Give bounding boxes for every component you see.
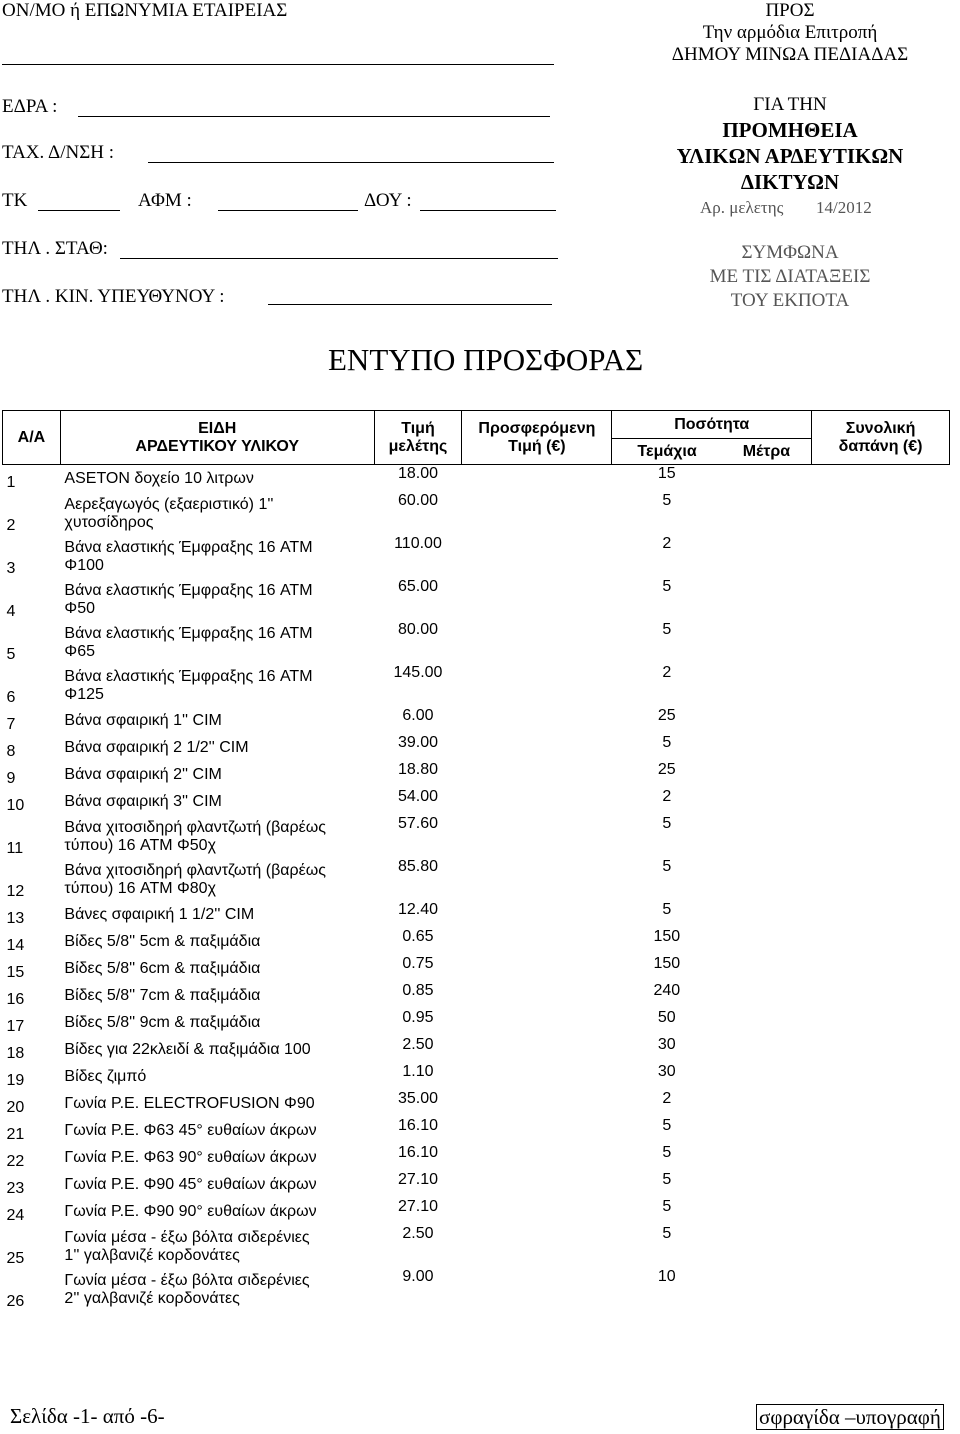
row-meters	[722, 465, 812, 493]
row-number: 16	[6, 991, 25, 1008]
row-description: Βάνα σφαιρική 1'' CIM	[64, 711, 222, 729]
row-meters	[722, 815, 812, 858]
row-description: Βίδες για 22κλειδί & παξιμάδια 100	[64, 1040, 311, 1058]
row-description: Βάνα ελαστικής Έμφραξης 16 ATM Φ65	[64, 624, 313, 660]
row-offered-price[interactable]	[462, 1144, 612, 1171]
row-study-price: 65.00	[397, 578, 438, 595]
row-meters	[722, 492, 812, 535]
row-total[interactable]	[812, 664, 950, 707]
row-offered-price[interactable]	[462, 761, 612, 788]
row-offered-price[interactable]	[462, 858, 612, 901]
col-header-total: Συνολική δαπάνη (€)	[812, 411, 950, 465]
col-header-meters: Μέτρα	[722, 439, 812, 465]
row-meters	[722, 955, 812, 982]
address-label: ΤΑΧ. Δ/ΝΣΗ :	[2, 142, 115, 163]
table-row	[3, 1090, 950, 1117]
company-label: ΟΝ/ΜΟ ή ΕΠΩΝΥΜΙΑ ΕΤΑΙΡΕΙΑΣ	[2, 0, 288, 21]
row-study-price: 16.10	[397, 1117, 438, 1134]
row-pieces: 5	[662, 492, 672, 509]
table-row	[3, 734, 950, 761]
row-description: Βίδες 5/8'' 9cm & παξιμάδια	[64, 1013, 261, 1031]
row-pieces: 5	[662, 621, 672, 638]
according-line-2: ΜΕ ΤΙΣ ΔΙΑΤΑΞΕΙΣ	[709, 266, 871, 287]
row-number: 6	[6, 689, 16, 706]
according-line-3: ΤΟΥ ΕΚΠΟΤΑ	[730, 290, 850, 311]
row-offered-price[interactable]	[462, 1117, 612, 1144]
row-meters	[722, 1009, 812, 1036]
row-offered-price[interactable]	[462, 664, 612, 707]
row-pieces: 2	[662, 1090, 672, 1107]
row-number: 21	[6, 1126, 25, 1143]
row-number: 13	[6, 910, 25, 927]
row-meters	[722, 1144, 812, 1171]
row-description: Βάνα σφαιρική 2'' CIM	[64, 765, 222, 783]
row-total[interactable]	[812, 788, 950, 815]
row-meters	[722, 982, 812, 1009]
signature-box: σφραγίδα –υπογραφή	[756, 1404, 944, 1430]
page-title: ΕΝΤΥΠΟ ΠΡΟΣΦΟΡΑΣ	[328, 342, 644, 377]
row-description: Γωνία P.E. Φ90 45° ευθαίων άκρων	[64, 1175, 317, 1193]
row-description: Γωνία P.E. Φ63 90° ευθαίων άκρων	[64, 1148, 317, 1166]
subject-line-3: ΔΙΚΤΥΩΝ	[740, 170, 840, 194]
row-description: Βάνα χιτοσιδηρή φλαντζωτή (βαρέως τύπου) 16 ATM Φ80χ	[64, 861, 326, 897]
row-meters	[722, 734, 812, 761]
row-offered-price[interactable]	[462, 707, 612, 734]
row-study-price: 16.10	[397, 1144, 438, 1161]
zip-label: ΤΚ	[2, 190, 28, 211]
row-description: Βάνα σφαιρική 2 1/2'' CIM	[64, 738, 249, 756]
col-header-description: ΕΙΔΗ ΑΡΔΕΥΤΙΚΟΥ ΥΛΙΚΟΥ	[60, 411, 374, 465]
row-description: Γωνία P.E. ELECTROFUSION Φ90	[64, 1094, 315, 1112]
row-offered-price[interactable]	[462, 901, 612, 928]
row-offered-price[interactable]	[462, 734, 612, 761]
row-description: Βίδες 5/8'' 5cm & παξιμάδια	[64, 932, 261, 950]
row-number: 20	[6, 1099, 25, 1116]
row-study-price: 60.00	[397, 492, 438, 509]
row-total[interactable]	[812, 955, 950, 982]
row-total[interactable]	[812, 621, 950, 664]
row-meters	[722, 664, 812, 707]
row-pieces: 5	[662, 1117, 672, 1134]
row-total[interactable]	[812, 578, 950, 621]
offer-table	[2, 410, 950, 1311]
row-total[interactable]	[812, 465, 950, 493]
row-description: Γωνία μέσα - έξω βόλτα σιδερένιες 2'' γαλβανιζέ κορδονάτες	[64, 1271, 310, 1307]
row-description: Βάνα ελαστικής Έμφραξης 16 ATM Φ50	[64, 581, 313, 617]
row-meters	[722, 858, 812, 901]
row-meters	[722, 621, 812, 664]
row-number: 5	[6, 646, 16, 663]
table-row	[3, 1036, 950, 1063]
study-number: 14/2012	[816, 198, 872, 217]
row-meters	[722, 707, 812, 734]
table-row	[3, 621, 950, 664]
table-row	[3, 578, 950, 621]
row-study-price: 80.00	[397, 621, 438, 638]
row-offered-price[interactable]	[462, 1063, 612, 1090]
zip-field[interactable]	[38, 210, 120, 211]
table-row	[3, 982, 950, 1009]
row-number: 22	[6, 1153, 25, 1170]
row-pieces: 5	[662, 858, 672, 875]
row-study-price: 18.80	[397, 761, 438, 778]
tax-office-label: ΔΟΥ :	[364, 190, 412, 211]
col-header-quantity: Ποσότητα	[612, 411, 812, 439]
row-total[interactable]	[812, 928, 950, 955]
table-row	[3, 465, 950, 493]
row-pieces: 240	[653, 982, 681, 999]
study-label: Αρ. μελετης	[700, 198, 784, 217]
row-study-price: 145.00	[393, 664, 443, 681]
row-offered-price[interactable]	[462, 1090, 612, 1117]
table-row	[3, 535, 950, 578]
row-study-price: 18.00	[397, 465, 438, 482]
row-number: 26	[6, 1293, 25, 1310]
row-study-price: 2.50	[402, 1225, 434, 1242]
row-study-price: 0.65	[402, 928, 434, 945]
row-offered-price[interactable]	[462, 955, 612, 982]
row-total[interactable]	[812, 1036, 950, 1063]
row-pieces: 5	[662, 1144, 672, 1161]
seat-field[interactable]	[78, 116, 550, 117]
table-row	[3, 1144, 950, 1171]
row-total[interactable]	[812, 901, 950, 928]
row-meters	[722, 1268, 812, 1311]
row-description: Βάνες σφαιρική 1 1/2'' CIM	[64, 905, 255, 923]
row-total[interactable]	[812, 858, 950, 901]
recipient-to: ΠΡΟΣ	[765, 0, 815, 21]
phone-field[interactable]	[120, 258, 558, 259]
row-meters	[722, 901, 812, 928]
table-row	[3, 815, 950, 858]
table-row	[3, 1063, 950, 1090]
row-pieces: 150	[653, 928, 681, 945]
vat-label: ΑΦΜ :	[138, 190, 192, 211]
recipient-municipality: ΔΗΜΟΥ ΜΙΝΩΑ ΠΕΔΙΑΔΑΣ	[671, 44, 909, 65]
table-row	[3, 1117, 950, 1144]
row-description: Βίδες 5/8'' 7cm & παξιμάδια	[64, 986, 261, 1004]
row-study-price: 110.00	[394, 535, 442, 552]
row-meters	[722, 788, 812, 815]
row-description: Βάνα ελαστικής Έμφραξης 16 ATM Φ125	[64, 667, 313, 703]
row-offered-price[interactable]	[462, 815, 612, 858]
row-description: ASETON δοχείο 10 λιτρων	[64, 469, 254, 487]
row-study-price: 27.10	[397, 1198, 438, 1215]
row-pieces: 5	[662, 901, 672, 918]
row-number: 25	[6, 1250, 25, 1267]
row-total[interactable]	[812, 1225, 950, 1268]
page-number: Σελίδα -1- από -6-	[10, 1404, 165, 1428]
address-field[interactable]	[148, 162, 554, 163]
row-number: 15	[6, 964, 25, 981]
col-header-pieces: Τεμάχια	[612, 439, 722, 465]
row-number: 18	[6, 1045, 25, 1062]
table-row	[3, 1198, 950, 1225]
row-meters	[722, 1090, 812, 1117]
row-pieces: 5	[662, 578, 672, 595]
row-number: 11	[6, 840, 24, 857]
row-offered-price[interactable]	[462, 1009, 612, 1036]
row-offered-price[interactable]	[462, 928, 612, 955]
phone-label: ΤΗΛ . ΣΤΑΘ:	[2, 238, 108, 259]
row-meters	[722, 1225, 812, 1268]
row-total[interactable]	[812, 535, 950, 578]
col-header-study-price: Τιμή μελέτης	[374, 411, 462, 465]
row-number: 12	[6, 883, 25, 900]
row-pieces: 2	[662, 788, 672, 805]
recipient-committee: Την αρμόδια Επιτροπή	[702, 22, 878, 43]
row-offered-price[interactable]	[462, 492, 612, 535]
row-total[interactable]	[812, 761, 950, 788]
col-header-no: Α/Α	[3, 411, 61, 465]
row-study-price: 12.40	[397, 901, 438, 918]
table-row	[3, 858, 950, 901]
table-row	[3, 761, 950, 788]
table-row	[3, 788, 950, 815]
row-study-price: 35.00	[397, 1090, 438, 1107]
row-pieces: 30	[657, 1063, 676, 1080]
row-pieces: 15	[657, 465, 676, 482]
row-description: Βίδες ζιμπό	[64, 1067, 147, 1085]
row-total[interactable]	[812, 982, 950, 1009]
row-pieces: 5	[662, 1225, 672, 1242]
row-offered-price[interactable]	[462, 1268, 612, 1311]
row-study-price: 54.00	[397, 788, 438, 805]
row-pieces: 2	[662, 664, 672, 681]
row-description: Βίδες 5/8'' 6cm & παξιμάδια	[64, 959, 261, 977]
row-total[interactable]	[812, 1090, 950, 1117]
row-meters	[722, 535, 812, 578]
table-row	[3, 664, 950, 707]
table-row	[3, 707, 950, 734]
row-total[interactable]	[812, 1063, 950, 1090]
row-offered-price[interactable]	[462, 578, 612, 621]
row-number: 17	[6, 1018, 25, 1035]
row-pieces: 5	[662, 1198, 672, 1215]
subject-line-1: ΠΡΟΜΗΘΕΙΑ	[722, 118, 858, 142]
table-row	[3, 928, 950, 955]
subject-line-2: ΥΛΙΚΩΝ ΑΡΔΕΥΤΙΚΩΝ	[676, 144, 904, 168]
row-description: Γωνία P.E. Φ90 90° ευθαίων άκρων	[64, 1202, 317, 1220]
row-meters	[722, 928, 812, 955]
row-offered-price[interactable]	[462, 465, 612, 493]
row-offered-price[interactable]	[462, 1225, 612, 1268]
row-offered-price[interactable]	[462, 535, 612, 578]
row-total[interactable]	[812, 1198, 950, 1225]
row-total[interactable]	[812, 1171, 950, 1198]
row-pieces: 25	[657, 707, 676, 724]
row-offered-price[interactable]	[462, 1198, 612, 1225]
mobile-field[interactable]	[268, 304, 552, 305]
row-study-price: 2.50	[402, 1036, 434, 1053]
row-description: Βάνα σφαιρική 3'' CIM	[64, 792, 222, 810]
according-line-1: ΣΥΜΦΩΝΑ	[741, 242, 839, 263]
company-field[interactable]	[2, 64, 554, 65]
for-label: ΓΙΑ ΤΗΝ	[753, 94, 827, 115]
row-offered-price[interactable]	[462, 1171, 612, 1198]
row-study-price: 0.75	[402, 955, 434, 972]
row-pieces: 25	[657, 761, 676, 778]
table-row	[3, 901, 950, 928]
row-meters	[722, 1063, 812, 1090]
row-pieces: 150	[653, 955, 681, 972]
row-pieces: 10	[657, 1268, 676, 1285]
table-row	[3, 1225, 950, 1268]
row-pieces: 50	[657, 1009, 676, 1026]
row-meters	[722, 1036, 812, 1063]
row-meters	[722, 578, 812, 621]
table-row	[3, 1009, 950, 1036]
row-number: 7	[6, 716, 16, 733]
row-description: Βάνα χιτοσιδηρή φλαντζωτή (βαρέως τύπου) 16 ATM Φ50χ	[64, 818, 326, 854]
mobile-label: ΤΗΛ . ΚΙΝ. ΥΠΕΥΘΥΝΟΥ :	[2, 286, 225, 307]
row-total[interactable]	[812, 1268, 950, 1311]
row-meters	[722, 1171, 812, 1198]
row-meters	[722, 761, 812, 788]
row-study-price: 0.95	[402, 1009, 434, 1026]
row-number: 24	[6, 1207, 25, 1224]
row-total[interactable]	[812, 734, 950, 761]
row-pieces: 2	[662, 535, 672, 552]
row-total[interactable]	[812, 1117, 950, 1144]
table-row	[3, 1268, 950, 1311]
row-study-price: 1.10	[402, 1063, 434, 1080]
table-row	[3, 492, 950, 535]
row-number: 4	[6, 603, 16, 620]
col-header-offered-price: Προσφερόμενη Τιμή (€)	[462, 411, 612, 465]
row-offered-price[interactable]	[462, 621, 612, 664]
table-row	[3, 1171, 950, 1198]
row-pieces: 5	[662, 734, 672, 751]
row-number: 14	[6, 937, 25, 954]
row-pieces: 30	[657, 1036, 676, 1053]
row-number: 2	[6, 517, 16, 534]
row-pieces: 5	[662, 815, 672, 832]
tax-office-field[interactable]	[420, 210, 556, 211]
row-meters	[722, 1117, 812, 1144]
row-offered-price[interactable]	[462, 982, 612, 1009]
row-description: Βάνα ελαστικής Έμφραξης 16 ATM Φ100	[64, 538, 313, 574]
row-total[interactable]	[812, 1144, 950, 1171]
row-study-price: 39.00	[397, 734, 438, 751]
row-number: 23	[6, 1180, 25, 1197]
row-offered-price[interactable]	[462, 1036, 612, 1063]
row-meters	[722, 1198, 812, 1225]
row-study-price: 27.10	[397, 1171, 438, 1188]
row-number: 1	[6, 474, 16, 491]
row-total[interactable]	[812, 1009, 950, 1036]
row-total[interactable]	[812, 707, 950, 734]
row-total[interactable]	[812, 815, 950, 858]
row-number: 19	[6, 1072, 25, 1089]
row-study-price: 57.60	[397, 815, 438, 832]
row-number: 9	[6, 770, 16, 787]
row-number: 3	[6, 560, 16, 577]
row-study-price: 9.00	[402, 1268, 434, 1285]
row-number: 8	[6, 743, 16, 760]
seat-label: ΕΔΡΑ :	[2, 96, 58, 117]
row-description: Αερεξαγωγός (εξαεριστικό) 1'' χυτοσίδηρος	[64, 495, 274, 531]
row-pieces: 5	[662, 1171, 672, 1188]
row-study-price: 85.80	[397, 858, 438, 875]
row-number: 10	[6, 797, 25, 814]
vat-field[interactable]	[218, 210, 358, 211]
row-study-price: 0.85	[402, 982, 434, 999]
row-offered-price[interactable]	[462, 788, 612, 815]
row-description: Γωνία μέσα - έξω βόλτα σιδερένιες 1'' γαλβανιζέ κορδονάτες	[64, 1228, 310, 1264]
row-description: Γωνία P.E. Φ63 45° ευθαίων άκρων	[64, 1121, 317, 1139]
row-study-price: 6.00	[402, 707, 434, 724]
row-total[interactable]	[812, 492, 950, 535]
table-row	[3, 955, 950, 982]
